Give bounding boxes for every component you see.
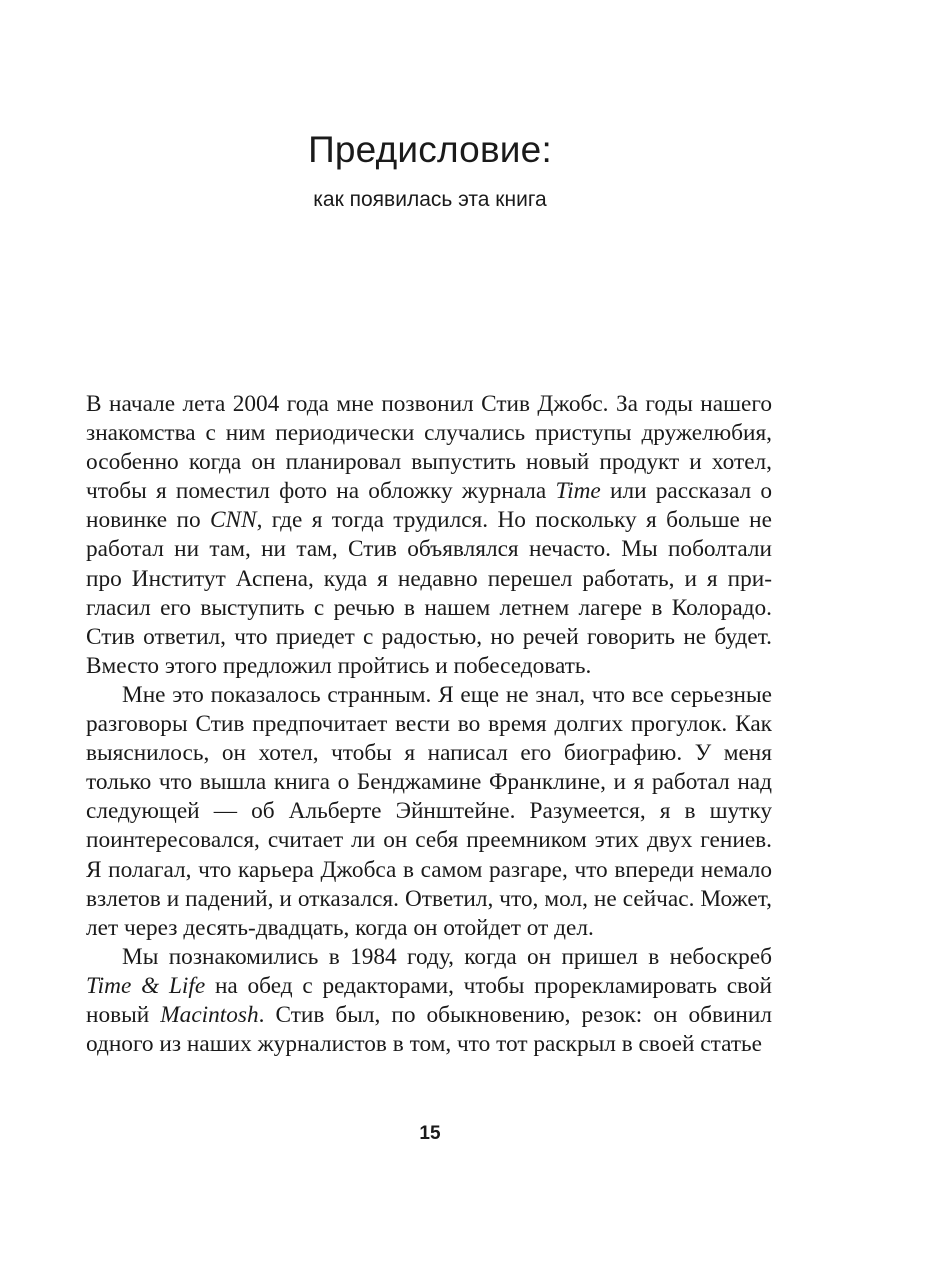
- text-segment-italic: Macintosh: [160, 1001, 259, 1028]
- chapter-subtitle: как появилась эта книга: [313, 188, 547, 211]
- paragraph-3: [86, 943, 772, 1059]
- text-segment: на обед с редакторами, чтобы прорекламировать свой новый: [86, 972, 772, 1028]
- text-segment: Мне это показалось странным. Я еще не знал, что все серьезные разговоры Стив предпочитает вести во время долгих прогулок. Как выяснилось, он хотел, чтобы я написал его биографию. У меня только что вышла книга о Бенджамине Франклине, и я работал над следующей — об Альберте Эйнштейне. Разумеется, я в шутку поинтересовался, считает ли он себя преемником этих двух гениев. Я полагал, что карьера Джобса в самом разгаре, что впереди немало взлетов и падений, и отказался. Ответил, что, мол, не сейчас. Может, лет через десять-двадцать, когда он отойдет от дел.: [86, 681, 772, 941]
- text-segment-italic: Time: [555, 478, 601, 505]
- text-segment-italic: Time & Life: [86, 972, 206, 999]
- paragraph-2: [86, 681, 772, 943]
- body-text: [86, 390, 772, 1059]
- text-segment: Мы познакомились в 1984 году, когда он пришел в небоскреб: [122, 943, 772, 970]
- text-segment-italic: CNN: [209, 507, 257, 534]
- text-segment: , где я тогда трудился. Но поскольку я больше не работал ни там, ни там, Стив объявлялся нечасто. Мы поболтали про Институт Аспена, куда я недавно перешел работать, и я пригласил его выступить с речью в нашем летнем лагере в Колорадо. Стив ответил, что приедет с радостью, но речей говорить не будет. Вместо этого предложил пройтись и побеседовать.: [86, 507, 772, 679]
- page-number: 15: [419, 1123, 441, 1144]
- text-segment: В начале лета 2004 года мне позвонил Стив Джобс. За годы нашего знакомства с ним периодически случались приступы дружелюбия, особенно когда он планировал выпустить новый продукт и хотел, чтобы я поместил фото на обложку журнала: [86, 391, 772, 505]
- chapter-title: Предисловие:: [308, 129, 552, 170]
- paragraph-1: [86, 390, 772, 681]
- text-segment: или рассказал о новинке по: [86, 478, 773, 534]
- text-segment: . Стив был, по обыкновению, резок: он обвинил одного из наших журналистов в том, что тот раскрыл в своей статье: [86, 1001, 772, 1058]
